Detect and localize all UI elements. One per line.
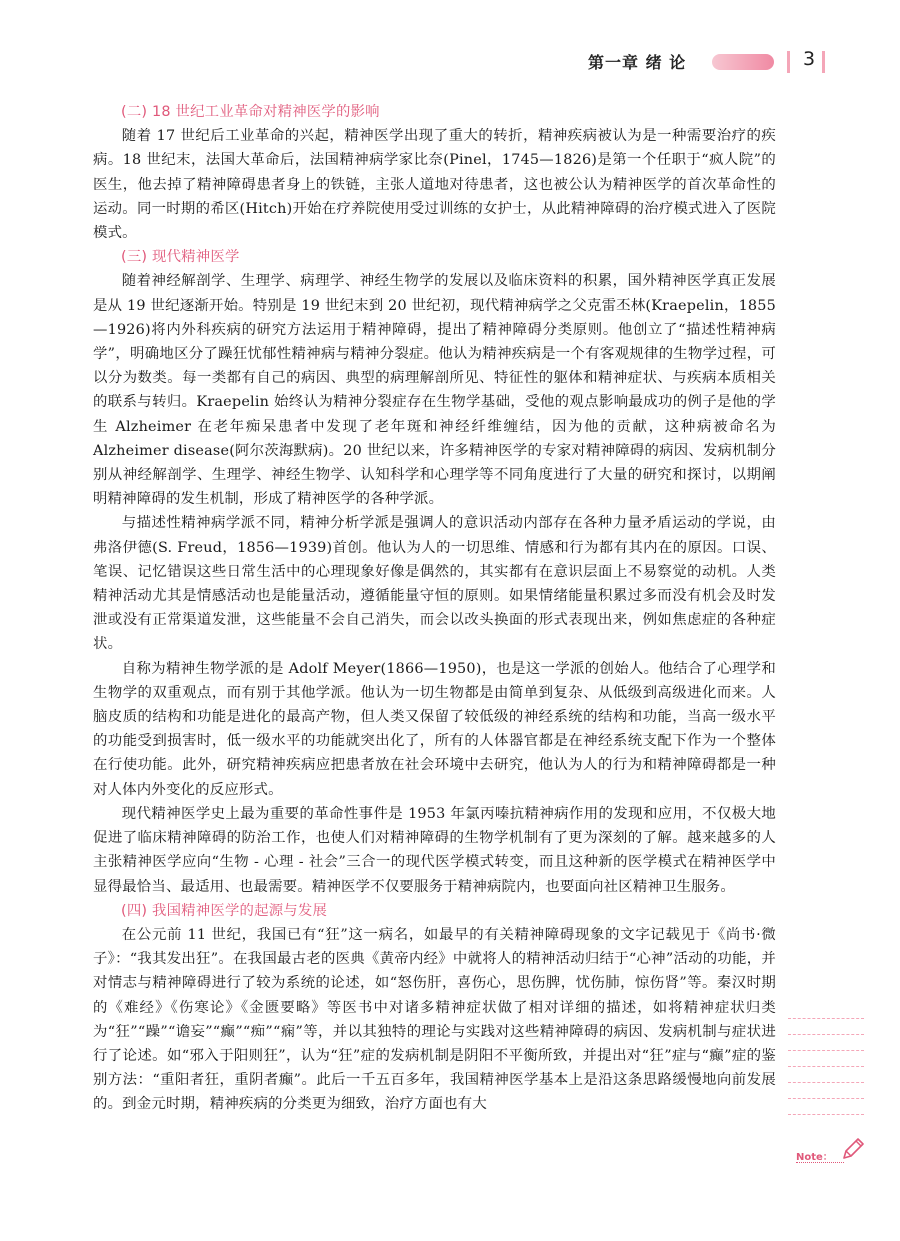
- note-line: [788, 1066, 864, 1067]
- note-line: [788, 1098, 864, 1099]
- header-decoration-pill: [712, 54, 774, 70]
- section-heading: (三) 现代精神医学: [121, 249, 240, 266]
- paragraph: 与描述性精神病学派不同，精神分析学派是强调人的意识活动内部存在各种力量矛盾运动的学说，由弗洛伊德(S. Freud，1856—1939)首创。他认为人的一切思维、情感和行为都有其内在的原因。口误、笔误、记忆错误这些日常生活中的心理现象好像是偶然的，其实都有在意识层面上不易察觉的动机。人类精神活动尤其是情感活动也是能量活动，遵循能量守恒的原则。如果情绪能量积累过多而没有机会及时发泄或没有正常渠道发泄，这些能量不会自己消失，而会以改头换面的形式表现出来，例如焦虑症的各种症状。: [93, 515, 776, 653]
- header-edge-bar: [822, 51, 825, 73]
- note-line: [788, 1034, 864, 1035]
- header-divider: [787, 51, 790, 73]
- section-heading: (四) 我国精神医学的起源与发展: [121, 902, 328, 919]
- note-line: [788, 1114, 864, 1115]
- note-underline: [796, 1162, 844, 1163]
- page-number: 3: [803, 48, 816, 70]
- page-body: [93, 100, 776, 1117]
- paragraph: 在公元前 11 世纪，我国已有“狂”这一病名，如最早的有关精神障碍现象的文字记载见于《尚书·微子》：“我其发出狂”。在我国最古老的医典《黄帝内经》中就将人的精神活动归结于“心神”活动的功能，并对情志与精神障碍进行了较为系统的论述，如“怒伤肝，喜伤心，思伤脾，忧伤肺，惊伤肾”等。秦汉时期的《难经》《伤寒论》《金匮要略》等医书中对诸多精神症状做了相对详细的描述，如将精神症状归类为“狂”“躁”“谵妄”“癫”“痴”“痫”等，并以其独特的理论与实践对这些精神障碍的病因、发病机制与症状进行了论述。如“邪入于阳则狂”，认为“狂”症的发病机制是阴阳不平衡所致，并提出对“狂”症与“癫”症的鉴别方法：“重阳者狂，重阴者癫”。此后一千五百多年，我国精神医学基本上是沿这条思路缓慢地向前发展的。到金元时期，精神疾病的分类更为细致，治疗方面也有大: [93, 926, 776, 1113]
- paragraph: 随着 17 世纪后工业革命的兴起，精神医学出现了重大的转折，精神疾病被认为是一种需要治疗的疾病。18 世纪末，法国大革命后，法国精神病学家比奈(Pinel，1745—1826)是第一个任职于“疯人院”的医生，他去掉了精神障碍患者身上的铁链，主张人道地对待患者，这也被公认为精神医学的首次革命性的运动。同一时期的希区(Hitch)开始在疗养院使用受过训练的女护士，从此精神障碍的治疗模式进入了医院模式。: [93, 128, 776, 242]
- paragraph: 随着神经解剖学、生理学、病理学、神经生物学的发展以及临床资料的积累，国外精神医学真正发展是从 19 世纪逐渐开始。特别是 19 世纪末到 20 世纪初，现代精神病学之父克雷丕林(Kraepelin，1855—1926)将内外科疾病的研究方法运用于精神障碍，提出了精神障碍分类原则。他创立了“描述性精神病学”，明确地区分了躁狂忧郁性精神病与精神分裂症。他认为精神疾病是一个有客观规律的生物学过程，可以分为数类。每一类都有自己的病因、典型的病理解剖所见、特征性的躯体和精神症状、与疾病本质相关的联系与转归。Kraepelin 始终认为精神分裂症存在生物学基础，受他的观点影响最成功的例子是他的学生 Alzheimer 在老年痴呆患者中发现了老年斑和神经纤维缠结，因为他的贡献，这种病被命名为 Alzheimer disease(阿尔茨海默病)。20 世纪以来，许多精神医学的专家对精神障碍的病因、发病机制分别从神经解剖学、生理学、神经生物学、认知科学和心理学等不同角度进行了大量的研究和探讨，以期阐明精神障碍的发生机制，形成了精神医学的各种学派。: [93, 273, 776, 508]
- note-margin: [788, 1018, 868, 1168]
- note-line: [788, 1050, 864, 1051]
- page-header: [0, 48, 900, 78]
- section-heading: (二) 18 世纪工业革命对精神医学的影响: [121, 104, 380, 120]
- chapter-title: 第一章 绪 论: [588, 53, 687, 72]
- note-label: Note：: [796, 1152, 833, 1163]
- pencil-icon: [840, 1136, 866, 1162]
- paragraph: 现代精神医学史上最为重要的革命性事件是 1953 年氯丙嗪抗精神病作用的发现和应用，不仅极大地促进了临床精神障碍的防治工作，也使人们对精神障碍的生物学机制有了更为深刻的了解。越来越多的人主张精神医学应向“生物 - 心理 - 社会”三合一的现代医学模式转变，而且这种新的医学模式在精神医学中显得最恰当、最适用、也最需要。精神医学不仅要服务于精神病院内，也要面向社区精神卫生服务。: [93, 805, 776, 895]
- paragraph: 自称为精神生物学派的是 Adolf Meyer(1866—1950)，也是这一学派的创始人。他结合了心理学和生物学的双重观点，而有别于其他学派。他认为一切生物都是由简单到复杂、从低级到高级进化而来。人脑皮质的结构和功能是进化的最高产物，但人类又保留了较低级的神经系统的结构和功能，当高一级水平的功能受到损害时，低一级水平的功能就突出化了，所有的人体器官都是在神经系统支配下作为一个整体在行使功能。此外，研究精神疾病应把患者放在社会环境中去研究，他认为人的行为和精神障碍都是一种对人体内外变化的反应形式。: [93, 660, 776, 798]
- note-line: [788, 1018, 864, 1019]
- note-line: [788, 1082, 864, 1083]
